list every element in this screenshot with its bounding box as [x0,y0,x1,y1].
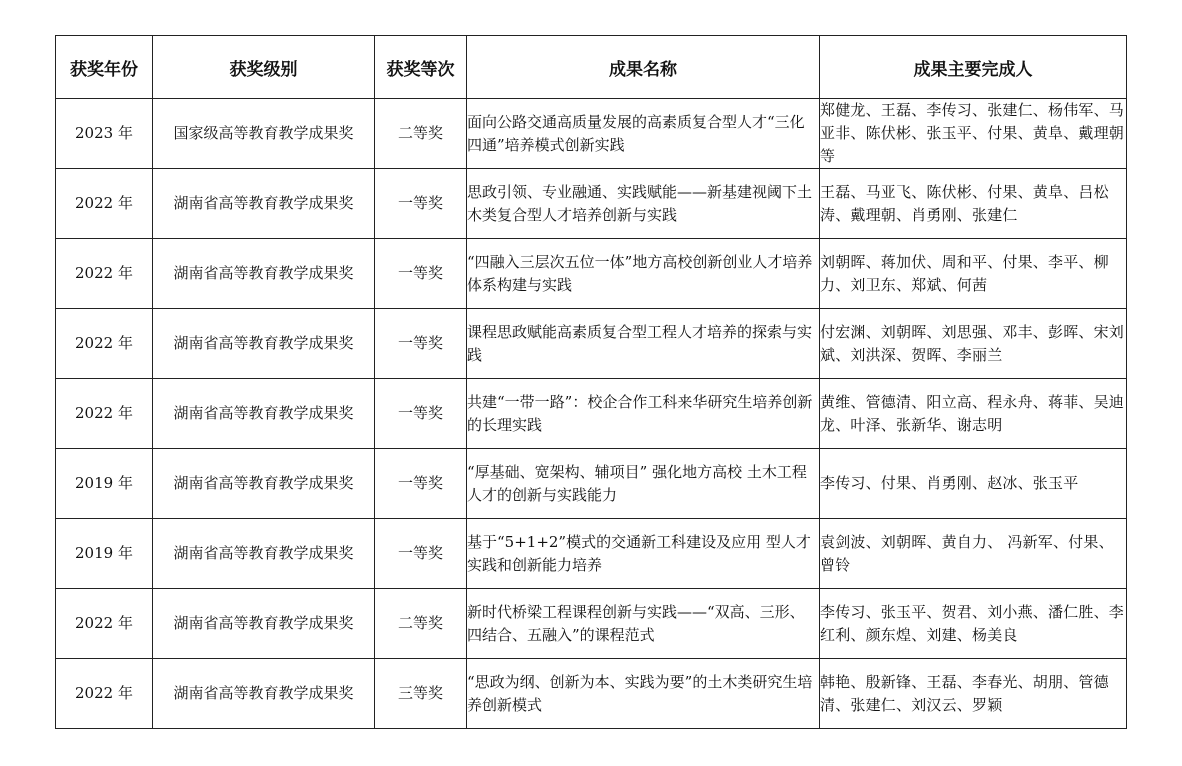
award-grade: 一等奖 [375,449,467,519]
main-contributors: 郑健龙、王磊、李传习、张建仁、杨伟军、马亚非、陈伏彬、张玉平、付果、黄阜、戴理朝等 [820,99,1127,169]
award-level: 湖南省高等教育教学成果奖 [153,659,375,729]
award-year: 2022 年 [56,239,153,309]
main-contributors: 袁剑波、刘朝晖、黄自力、 冯新军、付果、曾铃 [820,519,1127,589]
main-contributors: 黄维、管德清、阳立高、程永舟、蒋菲、吴迪龙、叶泽、张新华、谢志明 [820,379,1127,449]
award-year: 2022 年 [56,379,153,449]
award-grade: 三等奖 [375,659,467,729]
award-grade: 一等奖 [375,519,467,589]
award-grade: 二等奖 [375,99,467,169]
award-year: 2019 年 [56,519,153,589]
header-row [56,36,1127,99]
award-year: 2023 年 [56,99,153,169]
award-year: 2022 年 [56,589,153,659]
achievement-name: 思政引领、专业融通、实践赋能——新基建视阈下土木类复合型人才培养创新与实践 [467,169,820,239]
award-grade: 一等奖 [375,239,467,309]
award-year: 2022 年 [56,169,153,239]
header-grade: 获奖等次 [375,36,467,99]
award-level: 湖南省高等教育教学成果奖 [153,239,375,309]
main-contributors: 付宏渊、刘朝晖、刘思强、邓丰、彭晖、宋刘斌、刘洪深、贺晖、李丽兰 [820,309,1127,379]
award-year: 2019 年 [56,449,153,519]
header-name: 成果名称 [467,36,820,99]
awards-table [55,35,1127,729]
achievement-name: 共建“一带一路”：校企合作工科来华研究生培养创新的长理实践 [467,379,820,449]
award-grade: 二等奖 [375,589,467,659]
award-year: 2022 年 [56,659,153,729]
main-contributors: 李传习、付果、肖勇刚、赵冰、张玉平 [820,449,1127,519]
award-grade: 一等奖 [375,309,467,379]
table-row [56,99,1127,169]
header-level: 获奖级别 [153,36,375,99]
award-level: 湖南省高等教育教学成果奖 [153,379,375,449]
main-contributors: 刘朝晖、蒋加伏、周和平、付果、李平、柳力、刘卫东、郑斌、何茜 [820,239,1127,309]
award-grade: 一等奖 [375,169,467,239]
award-level: 湖南省高等教育教学成果奖 [153,519,375,589]
table-row [56,169,1127,239]
award-year: 2022 年 [56,309,153,379]
header-year: 获奖年份 [56,36,153,99]
award-level: 湖南省高等教育教学成果奖 [153,169,375,239]
main-contributors: 王磊、马亚飞、陈伏彬、付果、黄阜、吕松涛、戴理朝、肖勇刚、张建仁 [820,169,1127,239]
achievement-name: 基于“5+1+2”模式的交通新工科建设及应用 型人才实践和创新能力培养 [467,519,820,589]
achievement-name: 新时代桥梁工程课程创新与实践——“双高、三形、四结合、五融入”的课程范式 [467,589,820,659]
table-row [56,239,1127,309]
award-level: 国家级高等教育教学成果奖 [153,99,375,169]
table-row [56,589,1127,659]
achievement-name: 课程思政赋能高素质复合型工程人才培养的探索与实践 [467,309,820,379]
table-row [56,449,1127,519]
award-level: 湖南省高等教育教学成果奖 [153,449,375,519]
table-row [56,519,1127,589]
header-people: 成果主要完成人 [820,36,1127,99]
main-contributors: 韩艳、殷新锋、王磊、李春光、胡朋、管德清、张建仁、刘汉云、罗颖 [820,659,1127,729]
award-level: 湖南省高等教育教学成果奖 [153,309,375,379]
achievement-name: “思政为纲、创新为本、实践为要”的土木类研究生培养创新模式 [467,659,820,729]
main-contributors: 李传习、张玉平、贺君、刘小燕、潘仁胜、李红利、颜东煌、刘建、杨美良 [820,589,1127,659]
achievement-name: “厚基础、宽架构、辅项目” 强化地方高校 土木工程人才的创新与实践能力 [467,449,820,519]
table-row [56,379,1127,449]
award-grade: 一等奖 [375,379,467,449]
achievement-name: “四融入三层次五位一体”地方高校创新创业人才培养体系构建与实践 [467,239,820,309]
award-level: 湖南省高等教育教学成果奖 [153,589,375,659]
achievement-name: 面向公路交通高质量发展的高素质复合型人才“三化四通”培养模式创新实践 [467,99,820,169]
table-row [56,309,1127,379]
table-row [56,659,1127,729]
